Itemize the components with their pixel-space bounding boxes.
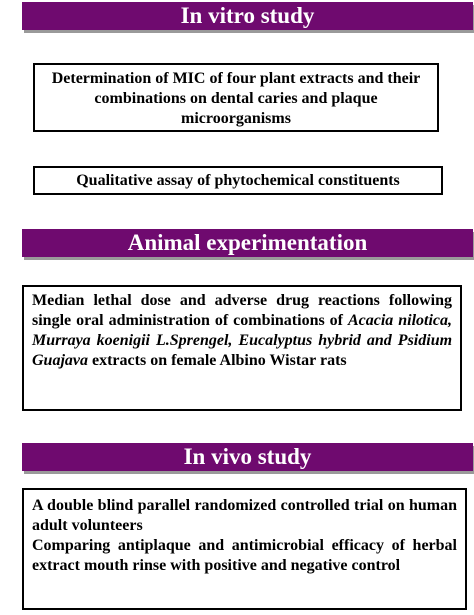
phytochemical-assay-text: Qualitative assay of phytochemical constituents bbox=[76, 172, 400, 189]
species-psidium: Psidium Guajava bbox=[32, 332, 453, 369]
clinical-trial-line-1: A double blind parallel randomized controlled trial on human adult volunteers bbox=[32, 497, 457, 534]
mic-determination-box bbox=[33, 63, 439, 132]
species-murraya: Murraya koenigii L.Sprengel, bbox=[32, 332, 233, 349]
lethal-dose-text bbox=[32, 291, 452, 371]
in-vivo-header: In vivo study bbox=[22, 443, 473, 471]
animal-experimentation-header: Animal experimentation bbox=[22, 229, 473, 257]
lethal-dose-outro: extracts on female Albino Wistar rats bbox=[92, 352, 347, 369]
clinical-trial-line-2: Comparing antiplaque and antimicrobial efficacy of herbal extract mouth rinse with positive and negative control bbox=[32, 537, 457, 574]
in-vitro-header: In vitro study bbox=[22, 2, 473, 30]
clinical-trial-box bbox=[22, 488, 467, 610]
species-acacia: Acacia nilotica, bbox=[347, 312, 453, 329]
lethal-dose-intro: Median lethal dose and adverse drug reactions following single oral administration of combinations of bbox=[32, 292, 452, 329]
species-eucalyptus: Eucalyptus hybrid bbox=[238, 332, 361, 349]
phytochemical-assay-box bbox=[33, 166, 443, 195]
lethal-dose-box bbox=[22, 285, 462, 411]
mic-determination-text: Determination of MIC of four plant extracts and their combinations on dental caries and plaque microorganisms bbox=[51, 70, 421, 127]
species-conjunction: and bbox=[366, 332, 392, 349]
